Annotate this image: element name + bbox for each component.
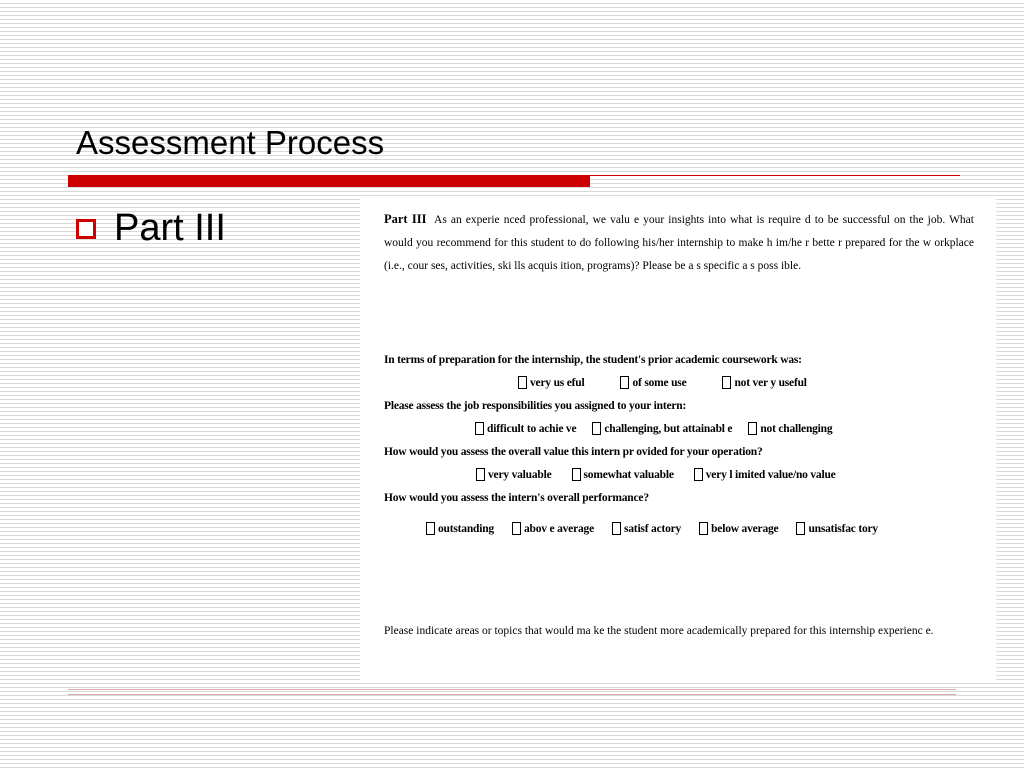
checkbox-icon[interactable] xyxy=(612,522,621,535)
title-rule-accent xyxy=(68,175,590,187)
checkbox-icon[interactable] xyxy=(748,422,757,435)
bullet-text: Part III xyxy=(114,207,226,249)
checkbox-icon[interactable] xyxy=(722,376,731,389)
option[interactable]: very valuable xyxy=(476,468,552,481)
question-4: How would you assess the intern's overall performance? xyxy=(384,492,649,504)
question-2-options xyxy=(475,422,832,435)
option[interactable]: not ver y useful xyxy=(722,376,806,389)
checkbox-icon[interactable] xyxy=(512,522,521,535)
checkbox-icon[interactable] xyxy=(694,468,703,481)
checkbox-icon[interactable] xyxy=(476,468,485,481)
checkbox-icon[interactable] xyxy=(592,422,601,435)
option[interactable]: somewhat valuable xyxy=(572,468,674,481)
intro-label: Part III xyxy=(384,212,427,226)
checkbox-icon[interactable] xyxy=(796,522,805,535)
question-3-options xyxy=(476,468,836,481)
question-4-options xyxy=(426,522,878,535)
slide-title: Assessment Process xyxy=(76,124,385,161)
hollow-square-bullet-icon xyxy=(76,219,96,239)
question-1-options xyxy=(518,376,807,389)
checkbox-icon[interactable] xyxy=(475,422,484,435)
checkbox-icon[interactable] xyxy=(620,376,629,389)
option[interactable]: of some use xyxy=(620,376,686,389)
checkbox-icon[interactable] xyxy=(518,376,527,389)
intro-text: As an experie nced professional, we valu e your insights into what is require d to be successful on the job. What would you recommend for this student to do following his/her internship to make h im/he r bette r prepared for the w orkplace (i.e., cour ses, activities, ski lls acquis ition, programs)? Please be a s specific a s poss ible. xyxy=(384,214,974,272)
option[interactable]: below average xyxy=(699,522,778,535)
question-1: In terms of preparation for the internship, the student's prior academic coursework was: xyxy=(384,354,802,366)
option[interactable]: challenging, but attainabl e xyxy=(592,422,732,435)
option[interactable]: difficult to achie ve xyxy=(475,422,576,435)
option[interactable]: very us eful xyxy=(518,376,584,389)
footer-rule xyxy=(68,689,956,695)
closing-paragraph: Please indicate areas or topics that would ma ke the student more academically prepared for this internship experienc e. xyxy=(384,625,934,637)
survey-form-image xyxy=(360,198,996,682)
option[interactable]: not challenging xyxy=(748,422,832,435)
checkbox-icon[interactable] xyxy=(699,522,708,535)
option[interactable]: satisf actory xyxy=(612,522,681,535)
question-3: How would you assess the overall value this intern pr ovided for your operation? xyxy=(384,446,763,458)
checkbox-icon[interactable] xyxy=(426,522,435,535)
checkbox-icon[interactable] xyxy=(572,468,581,481)
bullet-item xyxy=(76,207,226,250)
question-2: Please assess the job responsibilities you assigned to your intern: xyxy=(384,400,687,412)
option[interactable]: abov e average xyxy=(512,522,594,535)
option[interactable]: very l imited value/no value xyxy=(694,468,836,481)
title-rule-line xyxy=(590,175,960,176)
option[interactable]: unsatisfac tory xyxy=(796,522,878,535)
option[interactable]: outstanding xyxy=(426,522,494,535)
intro-paragraph xyxy=(384,208,974,278)
